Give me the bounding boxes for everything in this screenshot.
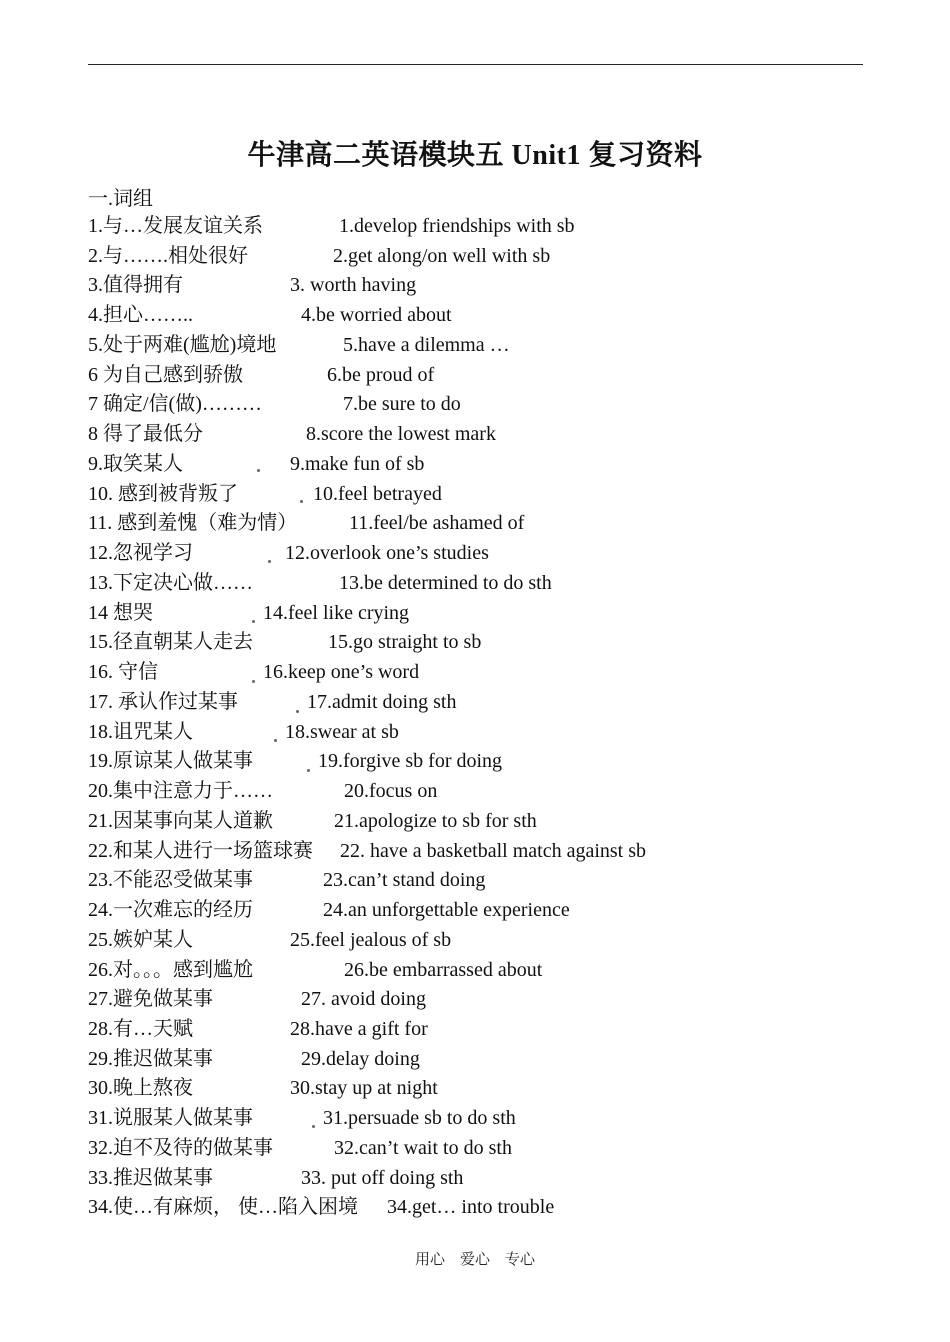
phrase-chinese: 18.诅咒某人 [88, 721, 193, 743]
phrase-chinese: 31.说服某人做某事 [88, 1107, 253, 1129]
section-heading: 一.词组 [88, 188, 153, 210]
phrase-entry [0, 509, 950, 539]
phrase-entry [0, 1134, 950, 1164]
phrase-english: 17.admit doing sth [307, 691, 457, 713]
page-footer: 用心 爱心 专心 [414, 1252, 535, 1268]
phrase-english: 15.go straight to sb [328, 631, 482, 653]
phrase-english: 5.have a dilemma … [343, 334, 510, 356]
phrase-chinese: 11. 感到羞愧（难为情） [88, 512, 298, 534]
phrase-chinese: 33.推迟做某事 [88, 1167, 213, 1189]
phrase-entry [0, 480, 950, 510]
phrase-english: 34.get… into trouble [387, 1196, 555, 1218]
phrase-chinese: 15.径直朝某人走去 [88, 631, 253, 653]
phrase-entry [0, 212, 950, 242]
stray-dot-mark [300, 500, 303, 503]
phrase-chinese: 2.与…….相处很好 [88, 245, 248, 267]
phrase-chinese: 30.晚上熬夜 [88, 1077, 193, 1099]
phrase-entry [0, 569, 950, 599]
phrase-english: 14.feel like crying [263, 602, 410, 624]
phrase-entry [0, 1193, 950, 1223]
phrase-chinese: 22.和某人进行一场篮球赛 [88, 840, 313, 862]
stray-dot-mark [268, 560, 271, 563]
phrase-entry [0, 896, 950, 926]
phrase-chinese: 17. 承认作过某事 [88, 691, 238, 713]
phrase-english: 26.be embarrassed about [344, 959, 543, 981]
phrase-entry [0, 301, 950, 331]
phrase-english: 23.can’t stand doing [323, 869, 486, 891]
stray-dot-mark [307, 769, 310, 772]
phrase-entry [0, 271, 950, 301]
phrase-english: 19.forgive sb for doing [318, 750, 503, 772]
phrase-english: 24.an unforgettable experience [323, 899, 570, 921]
phrase-chinese: 6 为自己感到骄傲 [88, 364, 243, 386]
phrase-english: 10.feel betrayed [313, 483, 442, 505]
phrase-english: 4.be worried about [301, 304, 452, 326]
phrase-entry [0, 985, 950, 1015]
phrase-chinese: 23.不能忍受做某事 [88, 869, 253, 891]
phrase-english: 20.focus on [344, 780, 438, 802]
phrase-english: 27. avoid doing [301, 988, 426, 1010]
phrase-english: 2.get along/on well with sb [333, 245, 551, 267]
stray-dot-mark [252, 620, 255, 623]
phrase-entry [0, 658, 950, 688]
stray-dot-mark [274, 739, 277, 742]
phrase-entry [0, 242, 950, 272]
phrase-entry [0, 390, 950, 420]
phrase-english: 21.apologize to sb for sth [334, 810, 537, 832]
phrase-chinese: 26.对。。。感到尴尬 [88, 959, 253, 981]
stray-dot-mark [312, 1125, 315, 1128]
phrase-entry [0, 837, 950, 867]
phrase-chinese: 29.推迟做某事 [88, 1048, 213, 1070]
phrase-chinese: 34.使…有麻烦， 使…陷入困境 [88, 1196, 358, 1218]
phrase-entry [0, 866, 950, 896]
phrase-entry [0, 718, 950, 748]
phrase-english: 3. worth having [290, 274, 417, 296]
phrase-chinese: 32.迫不及待的做某事 [88, 1137, 273, 1159]
phrase-chinese: 4.担心…….. [88, 304, 193, 326]
phrase-entry [0, 747, 950, 777]
phrase-english: 25.feel jealous of sb [290, 929, 452, 951]
phrase-english: 8.score the lowest mark [306, 423, 496, 445]
phrase-entry [0, 777, 950, 807]
phrase-entry [0, 956, 950, 986]
phrase-chinese: 28.有…天赋 [88, 1018, 193, 1040]
phrase-chinese: 10. 感到被背叛了 [88, 483, 238, 505]
phrase-english: 28.have a gift for [290, 1018, 428, 1040]
phrase-english: 13.be determined to do sth [339, 572, 552, 594]
phrase-english: 18.swear at sb [285, 721, 399, 743]
stray-dot-mark [296, 710, 299, 713]
phrase-english: 33. put off doing sth [301, 1167, 464, 1189]
phrase-chinese: 19.原谅某人做某事 [88, 750, 253, 772]
phrase-chinese: 25.嫉妒某人 [88, 929, 193, 951]
phrase-entry [0, 361, 950, 391]
phrase-chinese: 8 得了最低分 [88, 423, 203, 445]
phrase-english: 9.make fun of sb [290, 453, 425, 475]
phrase-chinese: 1.与…发展友谊关系 [88, 215, 263, 237]
phrase-chinese: 7 确定/信(做)……… [88, 393, 262, 415]
phrase-english: 29.delay doing [301, 1048, 420, 1070]
phrase-entry [0, 926, 950, 956]
phrase-entry [0, 331, 950, 361]
phrase-english: 6.be proud of [327, 364, 435, 386]
phrase-english: 22. have a basketball match against sb [340, 840, 647, 862]
phrase-english: 32.can’t wait to do sth [334, 1137, 512, 1159]
phrase-chinese: 21.因某事向某人道歉 [88, 810, 273, 832]
page-title: 牛津高二英语模块五 Unit1 复习资料 [247, 140, 703, 171]
phrase-entry [0, 807, 950, 837]
phrase-entry [0, 420, 950, 450]
phrase-entry [0, 1015, 950, 1045]
phrase-english: 12.overlook one’s studies [285, 542, 489, 564]
phrase-entry [0, 688, 950, 718]
phrase-chinese: 14 想哭 [88, 602, 153, 624]
phrase-entry [0, 1164, 950, 1194]
phrase-english: 31.persuade sb to do sth [323, 1107, 516, 1129]
phrase-english: 1.develop friendships with sb [339, 215, 575, 237]
phrase-entry [0, 628, 950, 658]
phrase-chinese: 5.处于两难(尴尬)境地 [88, 334, 277, 356]
phrase-chinese: 16. 守信 [88, 661, 158, 683]
phrase-chinese: 20.集中注意力于…… [88, 780, 273, 802]
phrase-entry [0, 1074, 950, 1104]
phrase-entry [0, 450, 950, 480]
phrase-entry [0, 1104, 950, 1134]
stray-dot-mark [257, 469, 260, 472]
phrase-chinese: 3.值得拥有 [88, 274, 183, 296]
phrase-chinese: 9.取笑某人 [88, 453, 183, 475]
phrase-chinese: 27.避免做某事 [88, 988, 213, 1010]
phrase-english: 7.be sure to do [343, 393, 461, 415]
stray-dot-mark [252, 680, 255, 683]
phrase-chinese: 13.下定决心做…… [88, 572, 253, 594]
phrase-entry [0, 1045, 950, 1075]
phrase-entry [0, 599, 950, 629]
phrase-chinese: 12.忽视学习 [88, 542, 193, 564]
phrase-chinese: 24.一次难忘的经历 [88, 899, 253, 921]
phrase-english: 16.keep one’s word [263, 661, 420, 683]
phrase-english: 11.feel/be ashamed of [349, 512, 525, 534]
phrase-english: 30.stay up at night [290, 1077, 438, 1099]
phrase-entry [0, 539, 950, 569]
